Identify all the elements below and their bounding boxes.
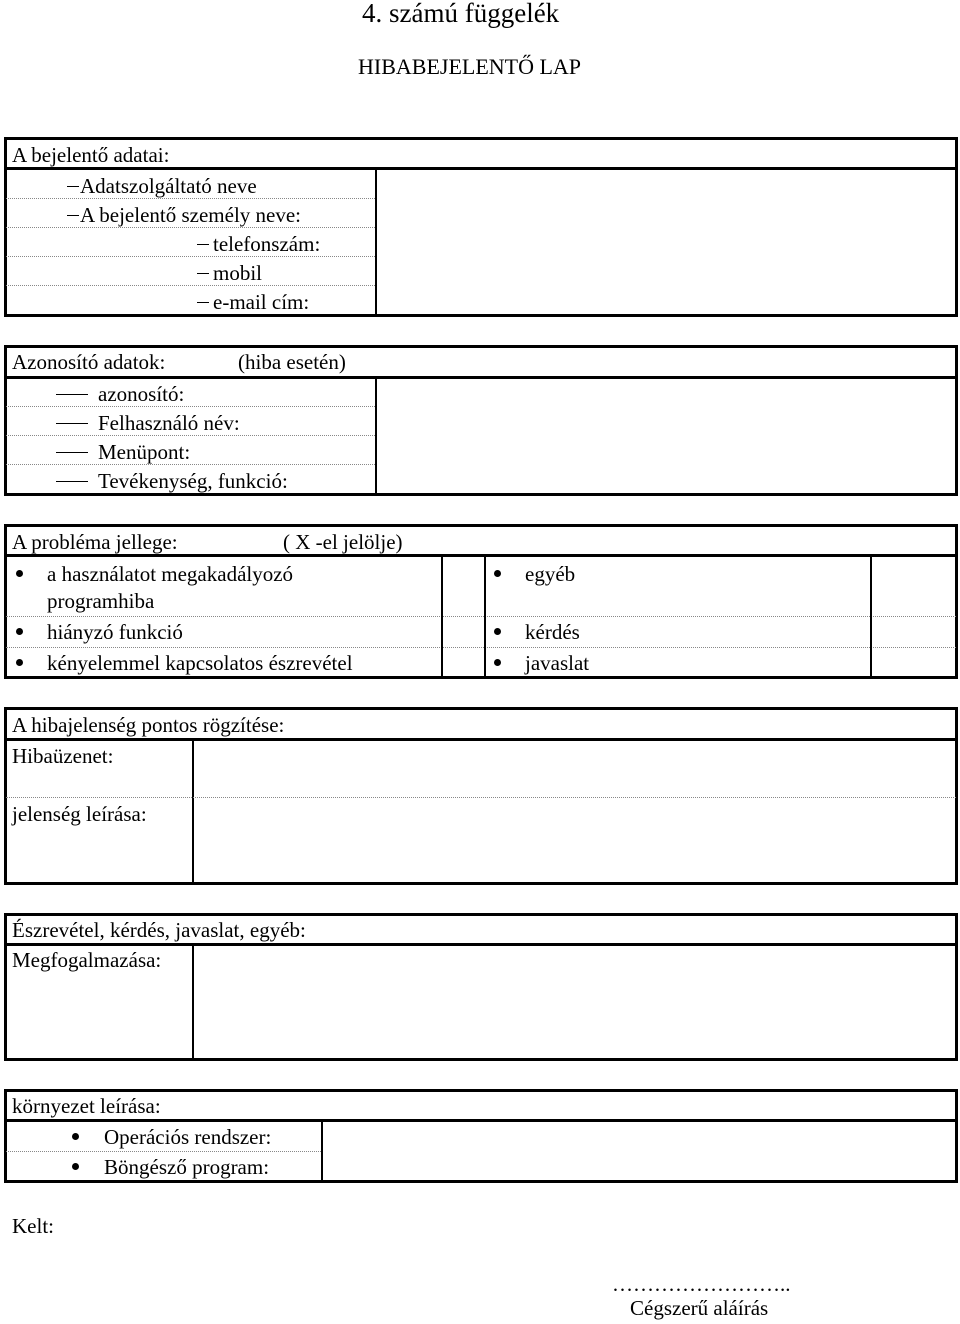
signature-line: …………………….. bbox=[612, 1272, 791, 1296]
description-label: jelenség leírása: bbox=[12, 802, 147, 826]
os-label: Operációs rendszer: bbox=[104, 1125, 272, 1149]
error-record-heading: A hibajelenség pontos rögzítése: bbox=[12, 713, 285, 737]
error-message-label: Hibaüzenet: bbox=[12, 744, 114, 768]
appendix-label: 4. számú függelék bbox=[362, 0, 560, 28]
bullet-icon bbox=[16, 570, 23, 577]
activity-label: Tevékenység, funkció: bbox=[98, 469, 288, 493]
identifier-data-input[interactable] bbox=[377, 378, 956, 494]
page-title: HIBABEJELENTŐ LAP bbox=[358, 54, 582, 79]
option-blocking-bug: a használatot megakadályozó bbox=[47, 562, 294, 586]
email-label: e-mail cím: bbox=[213, 290, 310, 314]
bullet-icon bbox=[72, 1163, 79, 1170]
date-label: Kelt: bbox=[12, 1214, 54, 1238]
username-label: Felhasználó név: bbox=[98, 411, 240, 435]
identifier-heading: Azonosító adatok: bbox=[12, 350, 166, 374]
option-other: egyéb bbox=[525, 562, 576, 586]
error-message-input[interactable] bbox=[194, 740, 956, 796]
option-suggestion: javaslat bbox=[525, 651, 590, 675]
provider-name-label: Adatszolgáltató neve bbox=[80, 174, 257, 198]
signature-label: Cégszerű aláírás bbox=[630, 1296, 769, 1320]
problem-type-heading: A probléma jellege: bbox=[12, 530, 178, 554]
option-usability-remark: kényelemmel kapcsolatos észrevétel bbox=[47, 651, 353, 675]
checkbox-usability-remark[interactable] bbox=[443, 649, 483, 677]
browser-label: Böngésző program: bbox=[104, 1155, 270, 1179]
environment-input[interactable] bbox=[323, 1121, 956, 1181]
problem-type-note: ( X -el jelölje) bbox=[283, 530, 403, 554]
reporter-name-label: A bejelentő személy neve: bbox=[80, 203, 302, 227]
identifier-label: azonosító: bbox=[98, 382, 185, 406]
environment-heading: környezet leírása: bbox=[12, 1094, 161, 1118]
bullet-icon bbox=[494, 659, 501, 666]
wording-input[interactable] bbox=[194, 945, 956, 1059]
checkbox-missing-function[interactable] bbox=[443, 618, 483, 647]
option-missing-function: hiányzó funkció bbox=[47, 620, 183, 644]
reporter-data-input[interactable] bbox=[377, 169, 956, 315]
checkbox-blocking-bug[interactable] bbox=[443, 556, 483, 616]
remarks-heading: Észrevétel, kérdés, javaslat, egyéb: bbox=[12, 918, 306, 942]
phone-label: telefonszám: bbox=[213, 232, 321, 256]
option-blocking-bug-line2: programhiba bbox=[47, 589, 155, 613]
bullet-icon bbox=[494, 628, 501, 635]
checkbox-question[interactable] bbox=[872, 618, 956, 647]
reporter-heading: A bejelentő adatai: bbox=[12, 143, 170, 167]
mobile-label: mobil bbox=[213, 261, 263, 285]
option-question: kérdés bbox=[525, 620, 580, 644]
identifier-note: (hiba esetén) bbox=[238, 350, 346, 374]
wording-label: Megfogalmazása: bbox=[12, 948, 162, 972]
checkbox-suggestion[interactable] bbox=[872, 649, 956, 677]
checkbox-other[interactable] bbox=[872, 556, 956, 616]
bullet-icon bbox=[494, 570, 501, 577]
bullet-icon bbox=[72, 1133, 79, 1140]
bullet-icon bbox=[16, 659, 23, 666]
menu-item-label: Menüpont: bbox=[98, 440, 191, 464]
description-input[interactable] bbox=[194, 799, 956, 883]
bullet-icon bbox=[16, 628, 23, 635]
